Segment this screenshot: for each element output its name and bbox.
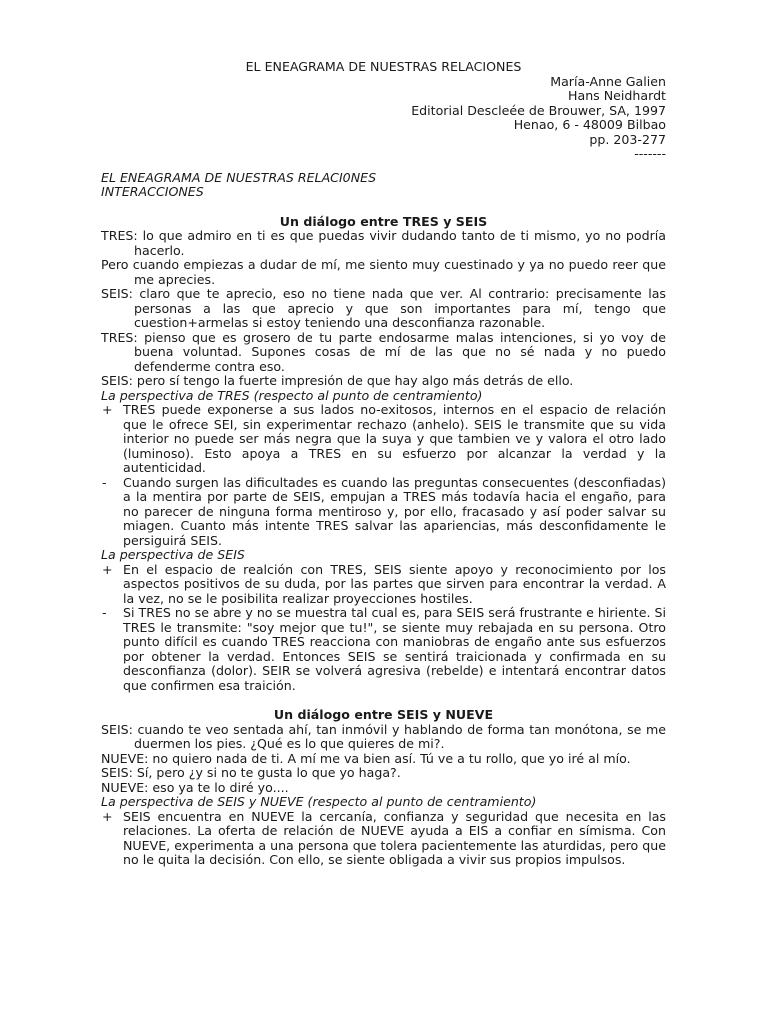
perspective-label-tres: La perspectiva de TRES (respecto al punto de centramiento): [101, 387, 483, 403]
subtitle-line-2: INTERACCIONES: [101, 184, 204, 199]
perspective-label-seis-nueve: La perspectiva de SEIS y NUEVE (respecto al punto de centramiento): [101, 794, 537, 809]
dialogue-line: SEIS: claro que te aprecio, eso no tiene nada que ver. Al contrario: precisamente las personas a las que aprecio y que son importantes para mí, tengo que cuestion+armelas si estoy teniendo una desconfianza razonable.: [101, 286, 666, 330]
dialogue-line: NUEVE: no quiero nada de ti. A mí me va bien así. Tú ve a tu rollo, que yo iré al mío.: [101, 750, 631, 766]
bullet-marker: +: [102, 402, 113, 417]
perspective-item: [101, 606, 666, 693]
section-heading-tres-seis: Un diálogo entre TRES y SEIS: [279, 213, 488, 229]
subtitle-block: [101, 171, 666, 200]
separator: -------: [634, 146, 666, 161]
dialogue-line: TRES: lo que admiro en ti es que puedas vivir dudando tanto de ti mismo, yo no podría hacerlo.: [101, 228, 666, 258]
bullet-text: En el espacio de realción con TRES, SEIS siente apoyo y reconocimiento por los aspectos positivos de su duda, por las partes que sirven para encontrar la verdad. A la vez, no se le posibilita realizar proyecciones hostiles.: [123, 561, 666, 606]
perspective-item: [101, 563, 666, 607]
bullet-marker: +: [102, 808, 113, 824]
dialogue-line: NUEVE: eso ya te lo diré yo....: [101, 779, 289, 795]
author-1: María-Anne Galien: [550, 73, 666, 89]
document-page: [101, 60, 666, 868]
bibliographic-info: [101, 75, 666, 162]
author-2: Hans Neidhardt: [568, 88, 666, 103]
bullet-text: SEIS encuentra en NUEVE la cercanía, confianza y seguridad que necesita en las relaciones. La oferta de relación de NUEVE ayuda a EIS a confiar en símisma. Con NUEVE, experimenta a una persona que tolera pacientemente las aturdidas, pero que no le quita la decisión. Con ello, se siente obligada a vivir sus propios impulsos.: [123, 808, 666, 867]
dialogue-line: TRES: pienso que es grosero de tu parte endosarme malas intenciones, si yo voy de buena voluntad. Supones cosas de mí de las que no sé nada y no puedo defenderme contra eso.: [101, 329, 666, 374]
perspective-item: [101, 476, 666, 549]
dialogue-line: SEIS: pero sí tengo la fuerte impresión de que hay algo más detrás de ello.: [101, 373, 574, 388]
subtitle-line-1: EL ENEAGRAMA DE NUESTRAS RELACI0NES: [101, 169, 377, 185]
bullet-marker: +: [102, 561, 113, 577]
bullet-text: Cuando surgen las dificultades es cuando las preguntas consecuentes (desconfiadas) a la mentira por parte de SEIS, empujan a TRES más todavía hacia el engaño, para no parecer de ninguna forma mentiroso y, por ello, fracasado y así poder salvar su miagen. Cuanto más intente TRES salvar las apariencias, más desconfidamente le persiguirá SEIS.: [123, 474, 666, 548]
dialogue-line: SEIS: Sí, pero ¿y si no te gusta lo que yo haga?.: [101, 765, 401, 780]
page-range: pp. 203-277: [589, 131, 666, 147]
dialogue-line: SEIS: cuando te veo sentada ahí, tan inmóvil y hablando de forma tan monótona, se me duermen los pies. ¿Qué es lo que quieres de mi?.: [101, 721, 666, 751]
perspective-item: [101, 403, 666, 476]
bullet-marker: -: [102, 605, 107, 620]
section-heading-seis-nueve: Un diálogo entre SEIS y NUEVE: [273, 707, 494, 722]
publisher-address: Henao, 6 - 48009 Bilbao: [513, 117, 666, 132]
perspective-label-seis: La perspectiva de SEIS: [101, 547, 245, 562]
dialogue-line: Pero cuando empiezas a dudar de mí, me siento muy cuestinado y ya no puedo reer que me aprecies.: [101, 257, 666, 287]
bullet-marker: -: [102, 474, 107, 490]
document-title: EL ENEAGRAMA DE NUESTRAS RELACIONES: [245, 59, 522, 74]
perspective-item: [101, 810, 666, 868]
bullet-text: Si TRES no se abre y no se muestra tal cual es, para SEIS será frustrante e hiriente. Si TRES le transmite: "soy mejor que tu!", se siente muy rebajada en su persona. Otro punto difícil es cuando TRES reacciona con maniobras de engaño ante sus esfuerzos por obtener la verdad. Entonces SEIS se sentirá traicionada y confirmada en su desconfianza (dolor). SEIR se volverá agresiva (rebelde) e intentará encontrar datos que confirmen esa traición.: [123, 605, 666, 693]
bullet-text: TRES puede exponerse a sus lados no-exitosos, internos en el espacio de relación que le ofrece SEI, sin experimentar rechazo (anhelo). SEIS le transmite que su vida interior no puede ser más negra que la suya y que tambien ve y valora el otro lado (luminoso). Esto apoya a TRES en su esfuerzo por alcanzar la verdad y la autenticidad.: [123, 402, 666, 475]
publisher: Editorial Descleée de Brouwer, SA, 1997: [411, 102, 666, 118]
